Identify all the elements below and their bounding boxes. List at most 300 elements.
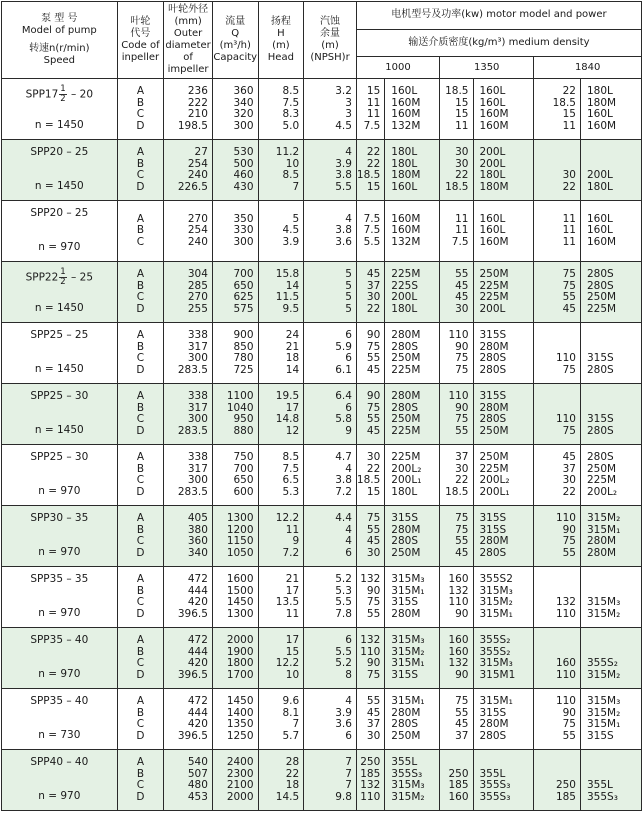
motor-1000: 315M₁	[391, 695, 425, 707]
flow-capacity-list	[213, 446, 254, 504]
motor-1350: 280S	[479, 546, 507, 559]
impeller-code: A	[136, 146, 145, 158]
pump-head: 8.5	[282, 169, 300, 181]
npsh-value: 3.8	[335, 224, 352, 237]
power-1350: 45	[455, 291, 469, 303]
motor-1000-list	[391, 751, 439, 809]
power-1840: 75	[562, 424, 576, 437]
impeller-code: A	[136, 512, 145, 524]
header-model	[2, 2, 118, 79]
motor-1350: 200L₂	[479, 474, 510, 486]
motor-1840-cell	[580, 567, 641, 628]
pump-head: 11.5	[275, 291, 300, 303]
flow-capacity-list	[213, 751, 254, 809]
pump-head: 3.9	[282, 235, 300, 248]
power-1840: 11	[562, 235, 576, 248]
npsh-value: 7.8	[335, 607, 352, 620]
power-1000: 75	[366, 340, 381, 353]
motor-1840: 225M	[586, 474, 617, 486]
power-1000: 45	[366, 535, 381, 547]
pump-head: 24	[285, 329, 300, 341]
power-1350-list	[440, 263, 468, 321]
motor-1840: 355S₂	[586, 657, 618, 669]
motor-1840: 200L	[586, 169, 613, 181]
pump-model-name	[2, 573, 117, 585]
motor-1000: 280S	[391, 535, 419, 547]
impeller-diameter: 270	[187, 291, 208, 303]
header-model-en: Model of pump	[21, 25, 97, 36]
fraction-numerator: 1	[60, 267, 66, 277]
motor-1840: 160M	[586, 119, 617, 132]
pump-head: 7.2	[282, 546, 300, 559]
power-1840-cell	[534, 628, 581, 689]
motor-1000: 160M	[391, 212, 421, 225]
motor-1350: 315S	[479, 329, 507, 341]
motor-1000-cell	[385, 384, 440, 445]
power-1840: 75	[562, 279, 576, 292]
pump-head: 7	[292, 718, 300, 730]
pump-head: 4.5	[282, 224, 300, 237]
npsh-value-list	[304, 263, 352, 321]
pump-head: 12	[285, 424, 300, 437]
pump-head: 6.5	[282, 474, 300, 486]
pump-head: 8.5	[282, 85, 300, 97]
impeller-diameter-cell	[164, 567, 213, 628]
impeller-diameter: 507	[187, 767, 208, 780]
pump-group-row	[2, 445, 642, 506]
power-1000: 55	[366, 607, 381, 620]
npsh-value: 4	[345, 462, 352, 475]
pump-head: 28	[285, 756, 300, 768]
power-1350-cell	[440, 384, 473, 445]
motor-1000-cell	[385, 445, 440, 506]
pump-head-cell	[258, 506, 304, 567]
power-1000-list	[357, 263, 380, 321]
flow-capacity: 900	[233, 329, 254, 341]
impeller-code: D	[136, 302, 145, 315]
power-1840: 55	[562, 546, 576, 559]
npsh-value: 3.8	[335, 169, 352, 181]
flow-capacity: 1600	[226, 573, 254, 585]
pump-model-prefix: SPP20 – 25	[30, 207, 89, 219]
motor-1000: 225M	[391, 268, 421, 280]
power-1840: 11	[562, 224, 576, 237]
npsh-value: 3.2	[335, 85, 352, 97]
npsh-value-cell	[304, 201, 357, 262]
impeller-diameter-list	[164, 202, 208, 260]
power-1350-list	[440, 141, 468, 199]
npsh-value: 4	[345, 212, 352, 225]
power-1000-cell	[356, 140, 384, 201]
motor-1000-list	[391, 446, 439, 504]
motor-1840: 160M	[586, 235, 617, 248]
model-cell	[2, 140, 118, 201]
power-1350: 90	[455, 401, 469, 414]
motor-1840: 315M₁	[586, 718, 621, 730]
motor-1000: 280M	[391, 329, 421, 341]
flow-capacity-list	[213, 385, 254, 443]
motor-1350-list	[480, 324, 534, 382]
impeller-code-list	[118, 751, 164, 809]
power-1350: 90	[455, 607, 469, 620]
model-cell	[2, 567, 118, 628]
impeller-diameter: 444	[187, 584, 208, 597]
pump-head-cell	[258, 201, 304, 262]
impeller-code: C	[136, 779, 145, 791]
impeller-code: D	[136, 729, 145, 742]
motor-1000: 132M	[391, 235, 421, 248]
power-1350: 30	[455, 146, 469, 158]
motor-1000-cell	[385, 140, 440, 201]
power-1840-list	[534, 751, 576, 809]
motor-1350-list	[480, 263, 534, 321]
impeller-diameter: 198.5	[177, 119, 208, 132]
pump-head-list	[259, 263, 300, 321]
header-head-unit: (m)	[272, 40, 290, 51]
motor-1000-cell	[385, 750, 440, 811]
header-density-1840: 1840	[534, 57, 642, 79]
flow-capacity: 460	[233, 169, 254, 181]
impeller-diameter-list	[164, 629, 208, 687]
power-1000: 90	[366, 390, 381, 402]
impeller-code-list	[118, 507, 164, 565]
impeller-code-cell	[117, 79, 164, 140]
motor-1350-cell	[473, 140, 534, 201]
flow-capacity: 1200	[226, 523, 254, 536]
power-1000: 30	[366, 451, 381, 463]
power-1000-list	[357, 629, 380, 687]
impeller-diameter: 300	[187, 474, 208, 486]
flow-capacity: 1450	[226, 695, 254, 707]
npsh-value: 3.6	[335, 718, 352, 730]
power-1840-list	[534, 80, 576, 138]
power-1350: 11	[455, 224, 469, 237]
impeller-diameter-cell	[164, 384, 213, 445]
motor-1350-cell	[473, 506, 534, 567]
impeller-diameter: 300	[187, 413, 208, 425]
power-1350-list	[440, 80, 468, 138]
impeller-diameter: 480	[187, 779, 208, 791]
npsh-value: 5	[345, 291, 352, 303]
power-1350: 55	[455, 268, 469, 280]
motor-1840: 280M	[586, 535, 617, 547]
impeller-code: C	[136, 352, 145, 364]
flow-capacity: 850	[233, 340, 254, 353]
impeller-diameter: 210	[187, 108, 208, 120]
pump-head-list	[259, 507, 300, 565]
motor-1840-list	[587, 568, 641, 626]
flow-capacity: 2100	[226, 779, 254, 791]
impeller-code-list	[118, 629, 164, 687]
flow-capacity-list	[213, 629, 254, 687]
power-1000: 110	[360, 645, 381, 658]
pump-group-row	[2, 506, 642, 567]
power-1840-cell	[534, 567, 581, 628]
flow-capacity-list	[213, 324, 254, 382]
power-1840: 22	[562, 85, 576, 97]
impeller-code: A	[136, 451, 145, 463]
impeller-code: A	[136, 329, 145, 341]
power-1840	[534, 391, 576, 403]
npsh-value: 5	[345, 302, 352, 315]
header-head-cn: 扬程	[270, 16, 291, 27]
motor-1350: 315S	[479, 512, 507, 524]
pump-head: 8.5	[282, 451, 300, 463]
flow-capacity: 650	[233, 279, 254, 292]
impeller-diameter: 254	[187, 157, 208, 170]
flow-capacity-list	[213, 263, 254, 321]
power-1840: 75	[562, 268, 576, 280]
impeller-diameter: 396.5	[177, 668, 208, 681]
motor-1000: 180L	[391, 485, 418, 498]
pump-head-cell	[258, 750, 304, 811]
impeller-diameter: 317	[187, 401, 208, 414]
power-1840	[534, 757, 576, 769]
power-1350-list	[440, 446, 468, 504]
power-1840-list	[534, 507, 576, 565]
pump-head-list	[259, 629, 300, 687]
pump-head: 5.0	[282, 119, 300, 132]
motor-1840: 280S	[586, 279, 614, 292]
power-1000: 22	[366, 302, 381, 315]
pump-group-row	[2, 201, 642, 262]
power-1350: 250	[448, 767, 469, 780]
impeller-code-cell	[117, 689, 164, 750]
impeller-diameter: 240	[187, 169, 208, 181]
power-1350: 22	[455, 474, 469, 486]
impeller-code: D	[136, 668, 145, 681]
flow-capacity: 1400	[226, 706, 254, 719]
power-1350: 55	[455, 424, 469, 437]
header-npsh-unit: (m)	[321, 40, 339, 51]
impeller-code: A	[136, 573, 145, 585]
motor-1840: 180L	[586, 85, 613, 97]
impeller-code: B	[136, 645, 145, 658]
impeller-code: B	[136, 462, 145, 475]
motor-1350: 355S₃	[479, 790, 511, 803]
motor-1840: 315S	[586, 413, 614, 425]
npsh-value: 6	[345, 329, 352, 341]
flow-capacity: 625	[233, 291, 254, 303]
flow-capacity: 350	[233, 212, 254, 225]
power-1840	[534, 574, 576, 586]
impeller-diameter: 236	[187, 85, 208, 97]
motor-1840	[587, 391, 641, 403]
motor-1840: 180M	[586, 96, 617, 109]
pump-model-name	[2, 146, 117, 158]
header-diameter	[164, 2, 213, 79]
pump-head: 14.5	[275, 790, 300, 803]
pump-model-prefix: SPP25 – 30	[30, 390, 89, 402]
motor-1000: 280M	[391, 390, 421, 402]
motor-1000-list	[391, 690, 439, 748]
motor-1350: 180L	[479, 169, 506, 181]
impeller-code: D	[136, 546, 145, 559]
motor-1840-cell	[580, 506, 641, 567]
npsh-value: 5.5	[335, 596, 352, 608]
power-1000: 22	[366, 462, 381, 475]
motor-1350: 280M	[479, 401, 509, 414]
impeller-code: A	[136, 268, 145, 280]
power-1840: 132	[555, 596, 576, 608]
power-1350: 132	[448, 584, 469, 597]
header-head-symbol: H	[277, 28, 285, 39]
header-model-cn: 泵 型 号	[41, 13, 78, 24]
header-density-1350: 1350	[440, 57, 534, 79]
motor-1840-cell	[580, 140, 641, 201]
header-impeller-cn1: 叶轮	[130, 16, 151, 27]
flow-capacity: 360	[233, 85, 254, 97]
power-1840: 75	[562, 363, 576, 376]
impeller-code: A	[136, 212, 145, 225]
power-1000: 55	[366, 413, 381, 425]
motor-1840: 280S	[586, 451, 614, 463]
impeller-code-cell	[117, 323, 164, 384]
header-speed-cn: 转速n(r/min)	[29, 43, 90, 54]
pump-model-prefix: SPP17	[25, 88, 59, 101]
pump-speed: n = 970	[38, 790, 81, 802]
power-1000: 22	[366, 157, 381, 170]
pump-head-list	[259, 80, 300, 138]
impeller-diameter: 540	[187, 756, 208, 768]
impeller-diameter: 338	[187, 451, 208, 463]
flow-capacity: 780	[233, 352, 254, 364]
pump-group-row	[2, 567, 642, 628]
motor-1000: 315S	[391, 668, 419, 681]
motor-1840	[587, 635, 641, 647]
pump-model-prefix: SPP30 – 35	[30, 512, 89, 524]
npsh-value: 3.9	[335, 706, 352, 719]
pump-head: 17	[285, 634, 300, 646]
motor-1350-list	[480, 446, 534, 504]
motor-1350: 315M₃	[479, 584, 513, 597]
motor-1000-list	[391, 507, 439, 565]
pump-spec-table	[1, 1, 642, 811]
motor-1000-cell	[385, 323, 440, 384]
pump-head: 14	[285, 363, 300, 376]
power-1840-list	[534, 690, 576, 748]
motor-1350-list	[480, 568, 534, 626]
motor-1000: 355L	[391, 756, 418, 768]
motor-1350: 160L	[479, 96, 506, 109]
impeller-code: B	[136, 224, 145, 237]
flow-capacity-list	[213, 690, 254, 748]
pump-group-row	[2, 689, 642, 750]
power-1000-cell	[356, 750, 384, 811]
power-1000-cell	[356, 262, 384, 323]
impeller-diameter: 255	[187, 302, 208, 315]
impeller-code-cell	[117, 262, 164, 323]
motor-1350: 315M₁	[479, 695, 513, 707]
pump-head: 11.2	[275, 146, 300, 158]
power-1000: 55	[366, 523, 381, 536]
flow-capacity-cell	[212, 750, 258, 811]
impeller-diameter: 317	[187, 462, 208, 475]
header-diameter-en3: of	[183, 52, 193, 63]
power-1350-cell	[440, 689, 473, 750]
motor-1350: 200L	[479, 157, 506, 170]
flow-capacity: 530	[233, 146, 254, 158]
npsh-value-cell	[304, 140, 357, 201]
npsh-value: 4	[345, 523, 352, 536]
impeller-code: B	[136, 157, 145, 170]
npsh-value: 6.4	[335, 390, 352, 402]
power-1350: 18.5	[445, 485, 469, 498]
power-1350: 30	[455, 462, 469, 475]
motor-1350-cell	[473, 201, 534, 262]
power-1000: 7.5	[363, 212, 381, 225]
pump-head: 10	[285, 668, 300, 681]
model-fraction	[59, 85, 66, 104]
motor-1350-cell	[473, 628, 534, 689]
power-1350: 30	[455, 157, 469, 170]
motor-1840: 160L	[586, 108, 613, 120]
npsh-value-list	[304, 80, 352, 138]
motor-1350-list	[480, 690, 534, 748]
power-1000: 185	[360, 767, 381, 780]
power-1000: 45	[366, 268, 381, 280]
npsh-value: 7	[345, 779, 352, 791]
power-1840: 110	[555, 695, 576, 707]
impeller-code-cell	[117, 140, 164, 201]
impeller-diameter-list	[164, 568, 208, 626]
power-1000-list	[357, 568, 380, 626]
header-flow	[212, 2, 258, 79]
motor-1840: 355S₃	[586, 790, 618, 803]
motor-1000: 180L	[391, 302, 418, 315]
impeller-diameter-cell	[164, 445, 213, 506]
power-1000-list	[357, 324, 380, 382]
impeller-diameter-list	[164, 80, 208, 138]
motor-1350: 160L	[479, 85, 506, 97]
motor-1350: 315M₃	[479, 657, 513, 669]
model-cell	[2, 79, 118, 140]
flow-capacity: 1040	[226, 401, 254, 414]
pump-model-name	[2, 268, 117, 287]
motor-1000: 315S	[391, 512, 419, 524]
motor-1350: 355S₂	[479, 634, 511, 646]
impeller-diameter: 27	[194, 146, 208, 158]
impeller-diameter: 283.5	[177, 363, 208, 376]
impeller-diameter-cell	[164, 750, 213, 811]
power-1000-cell	[356, 201, 384, 262]
impeller-code-cell	[117, 750, 164, 811]
power-1000: 5.5	[363, 235, 381, 248]
motor-1000: 225M	[391, 424, 421, 437]
power-1000: 90	[366, 329, 381, 341]
pump-head: 11	[285, 607, 300, 620]
power-1000-list	[357, 80, 380, 138]
motor-1000-cell	[385, 262, 440, 323]
npsh-value-list	[304, 507, 352, 565]
flow-capacity: 330	[233, 224, 254, 237]
power-1000: 75	[366, 668, 381, 681]
power-1350: 37	[455, 451, 469, 463]
motor-1000: 200L₁	[391, 474, 422, 486]
impeller-diameter: 283.5	[177, 424, 208, 437]
power-1000-list	[357, 141, 380, 199]
impeller-code: C	[136, 535, 145, 547]
power-1350: 75	[455, 413, 469, 425]
pump-head-cell	[258, 140, 304, 201]
pump-model-name	[2, 756, 117, 768]
motor-1350-list	[480, 385, 534, 443]
motor-1840-list	[587, 690, 641, 748]
motor-1000-list	[391, 385, 439, 443]
flow-capacity: 600	[233, 485, 254, 498]
power-1000: 37	[366, 718, 381, 730]
motor-1000: 160L	[391, 180, 418, 193]
